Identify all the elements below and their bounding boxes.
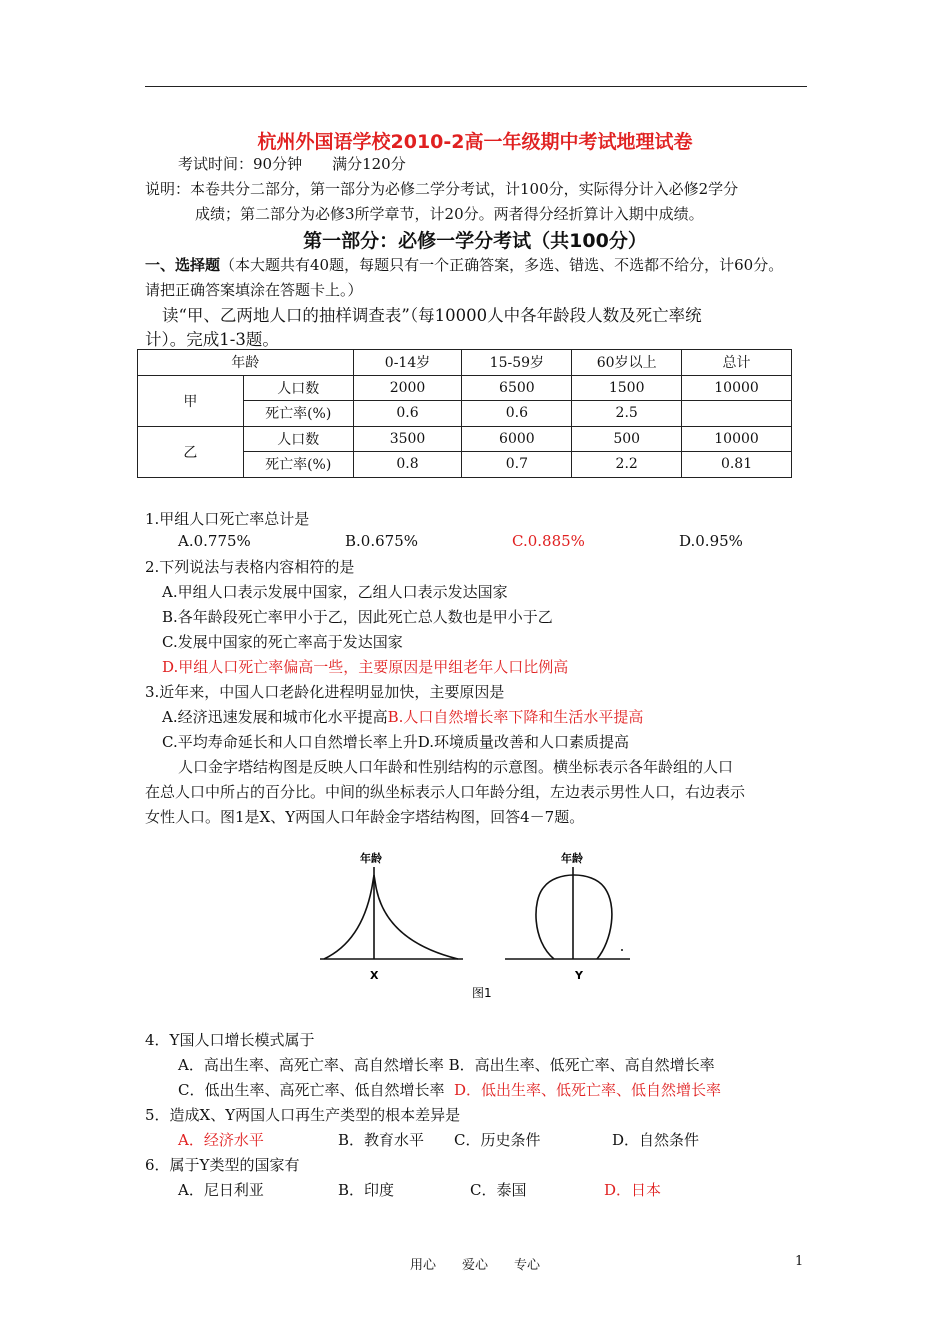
x-age-label: 年龄 — [360, 852, 382, 865]
section-heading: 一、选择题 — [145, 256, 221, 274]
q3-options-line2 — [162, 731, 629, 752]
q3-option-c: C.平均寿命延长和人口自然增长率上升 — [162, 733, 418, 751]
q1-option-b: B.0.675% — [345, 532, 418, 550]
group-name-jia: 甲 — [138, 375, 244, 426]
q5-option-d: D．自然条件 — [612, 1131, 700, 1149]
pyramid-intro-2: 在总人口中所占的百分比。中间的纵坐标表示人口年龄分组，左边表示男性人口，右边表示 — [145, 783, 746, 801]
q5-option-a-answer: A．经济水平 — [178, 1131, 264, 1149]
q6-stem: 6．属于Y类型的国家有 — [145, 1156, 300, 1174]
table-cell: 0.8 — [353, 452, 462, 478]
q4-option-c: C．低出生率、高死亡率、低自然增长率 — [178, 1081, 445, 1099]
table-cell: 0.6 — [353, 401, 462, 427]
note-line-2: 成绩；第二部分为必修3所学章节，计20分。两者得分经折算计入期中成绩。 — [195, 205, 704, 223]
exam-info: 考试时间：90分钟 满分120分 — [178, 155, 406, 173]
figure-caption: 图1 — [472, 986, 492, 1000]
table-intro-1: 读“甲、乙两地人口的抽样调查表”（每10000人中各年龄段人数及死亡率统 — [162, 306, 702, 325]
y-pyramid-outline — [536, 875, 612, 959]
q6-option-c: C．泰国 — [470, 1181, 527, 1199]
y-country-label: Y — [575, 969, 583, 982]
q1-option-d: D.0.95% — [679, 532, 743, 550]
header-age: 年龄 — [138, 350, 354, 376]
q6-option-a: A．尼日利亚 — [178, 1181, 264, 1199]
table-row — [138, 375, 792, 401]
row-label: 人口数 — [243, 426, 353, 452]
q2-option-d-answer: D.甲组人口死亡率偏高一些，主要原因是甲组老年人口比例高 — [162, 658, 569, 676]
header-60-plus: 60岁以上 — [572, 350, 682, 376]
table-cell: 1500 — [572, 375, 682, 401]
q3-option-a: A.经济迅速发展和城市化水平提高 — [162, 708, 388, 726]
table-cell: 2.2 — [572, 452, 682, 478]
table-cell: 0.81 — [682, 452, 792, 478]
section-instruction-1: （本大题共有40题，每题只有一个正确答案，多选、错选、不选都不给分，计60分。 — [220, 256, 784, 274]
part-title: 第一部分：必修一学分考试（共100分） — [303, 230, 647, 252]
q4-options-line2 — [178, 1079, 721, 1100]
q5-option-b: B．教育水平 — [338, 1131, 425, 1149]
header-rule — [145, 86, 807, 87]
table-cell: 3500 — [353, 426, 462, 452]
x-country-label: X — [370, 969, 379, 982]
population-table — [137, 349, 792, 478]
table-cell: 6000 — [462, 426, 572, 452]
table-header-row — [138, 350, 792, 376]
table-cell: 500 — [572, 426, 682, 452]
table-cell: 0.7 — [462, 452, 572, 478]
table-cell — [682, 401, 792, 427]
header-0-14: 0-14岁 — [353, 350, 462, 376]
page-number: 1 — [795, 1254, 804, 1269]
header-total: 总计 — [682, 350, 792, 376]
section-instruction — [145, 254, 783, 275]
q3-option-b-answer: B.人口自然增长率下降和生活水平提高 — [387, 708, 644, 726]
row-label: 死亡率(%) — [243, 401, 353, 427]
q1-option-a: A.0.775% — [178, 532, 251, 550]
table-cell: 2000 — [353, 375, 462, 401]
y-stray-dot — [621, 949, 623, 951]
group-name-yi: 乙 — [138, 426, 244, 477]
q4-stem: 4．Y国人口增长模式属于 — [145, 1031, 315, 1049]
q6-option-d-answer: D．日本 — [604, 1181, 662, 1199]
q2-option-c: C.发展中国家的死亡率高于发达国家 — [162, 633, 403, 651]
q3-stem: 3.近年来，中国人口老龄化进程明显加快，主要原因是 — [145, 683, 505, 701]
table-intro-2: 计）。完成1-3题。 — [145, 330, 279, 349]
q5-option-c: C．历史条件 — [454, 1131, 541, 1149]
note-line-1: 说明：本卷共分二部分，第一部分为必修二学分考试，计100分，实际得分计入必修2学分 — [145, 180, 739, 198]
q2-option-a: A.甲组人口表示发展中国家，乙组人口表示发达国家 — [162, 583, 508, 601]
table-row — [138, 426, 792, 452]
q3-option-d: D.环境质量改善和人口素质提高 — [417, 733, 629, 751]
q6-option-b: B．印度 — [338, 1181, 395, 1199]
population-pyramid-figure — [300, 845, 650, 1010]
section-instruction-2: 请把正确答案填涂在答题卡上。） — [145, 281, 363, 299]
q3-options-line1 — [162, 706, 643, 727]
exam-title: 杭州外国语学校2010-2高一年级期中考试地理试卷 — [257, 131, 693, 153]
x-pyramid-outline — [324, 875, 458, 959]
table-cell: 10000 — [682, 426, 792, 452]
row-label: 人口数 — [243, 375, 353, 401]
page-footer: 用心 爱心 专心 — [409, 1258, 540, 1273]
table-cell: 2.5 — [572, 401, 682, 427]
pyramid-intro-1: 人口金字塔结构图是反映人口年龄和性别结构的示意图。横坐标表示各年龄组的人口 — [178, 758, 734, 776]
q4-option-b: B．高出生率、低死亡率、高自然增长率 — [448, 1056, 715, 1074]
y-age-label: 年龄 — [561, 852, 583, 865]
q2-option-b: B.各年龄段死亡率甲小于乙，因此死亡总人数也是甲小于乙 — [162, 608, 553, 626]
table-cell: 10000 — [682, 375, 792, 401]
q4-option-d-answer: D．低出生率、低死亡率、低自然增长率 — [454, 1081, 722, 1099]
q4-options-line1 — [178, 1054, 715, 1075]
q2-stem: 2.下列说法与表格内容相符的是 — [145, 558, 355, 576]
q4-option-a: A．高出生率、高死亡率、高自然增长率 — [178, 1056, 444, 1074]
q1-stem: 1.甲组人口死亡率总计是 — [145, 510, 310, 528]
header-15-59: 15-59岁 — [462, 350, 572, 376]
table-cell: 0.6 — [462, 401, 572, 427]
q1-option-c-answer: C.0.885% — [512, 532, 585, 550]
pyramid-intro-3: 女性人口。图1是X、Y两国人口年龄金字塔结构图，回答4－7题。 — [145, 808, 585, 826]
q5-stem: 5．造成X、Y两国人口再生产类型的根本差异是 — [145, 1106, 461, 1124]
table-cell: 6500 — [462, 375, 572, 401]
row-label: 死亡率(%) — [243, 452, 353, 478]
